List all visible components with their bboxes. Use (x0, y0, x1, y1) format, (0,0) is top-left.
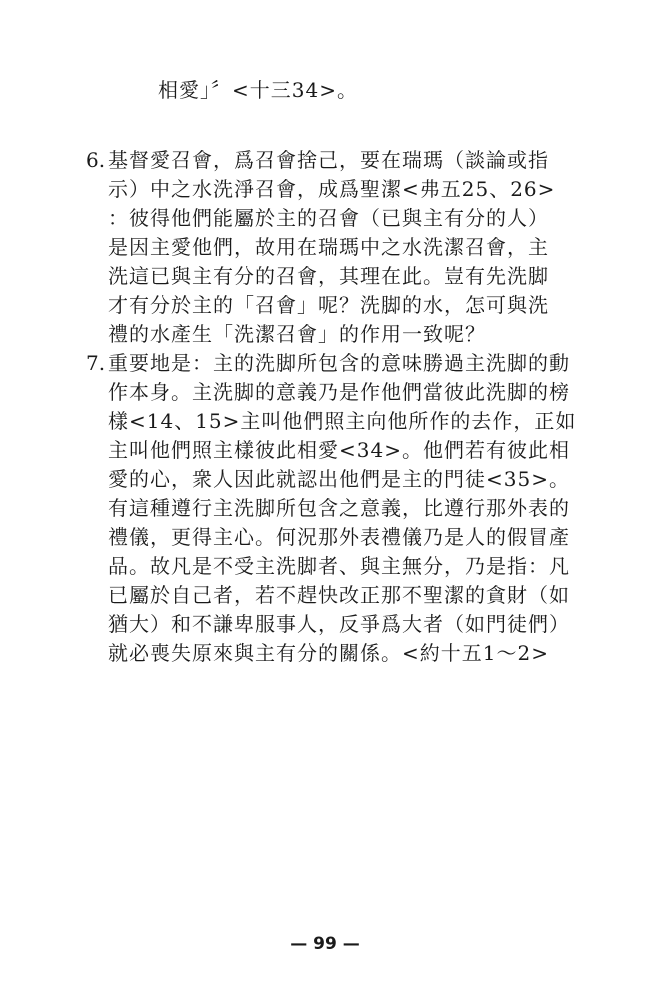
list-item-line: 已屬於自己者，若不趕快改正那不聖潔的貪財（如 (108, 583, 570, 607)
list-item-line: 禮儀，更得主心。何況那外表禮儀乃是人的假冒產 (108, 525, 570, 549)
list-item-line: 有這種遵行主洗脚所包含之意義，比遵行那外表的 (108, 496, 570, 520)
list-item-line: 樣<14、15>主叫他們照主向他所作的去作，正如 (108, 409, 577, 433)
list-item-line: 猶大）和不謙卑服事人，反爭爲大者（如門徒們） (108, 612, 570, 636)
list-item-line: 就必喪失原來與主有分的關係。<約十五1～2> (108, 641, 549, 665)
list-item-line: 示）中之水洗淨召會，成爲聖潔<弗五25、26> (108, 177, 556, 201)
list-item-line: 是因主愛他們，故用在瑞瑪中之水洗潔召會，主 (108, 235, 549, 259)
list-item-line: 洗這已與主有分的召會，其理在此。豈有先洗脚 (108, 264, 549, 288)
list-item-line: 作本身。主洗脚的意義乃是作他們當彼此洗脚的榜 (108, 380, 570, 404)
list-item-line: 禮的水產生「洗潔召會」的作用一致呢？ (108, 322, 486, 346)
list-item-line: 主叫他們照主樣彼此相愛<34>。他們若有彼此相 (108, 438, 570, 462)
list-item-line: 基督愛召會，爲召會捨己，要在瑞瑪（談論或指 (108, 148, 549, 172)
list-item-line: 重要地是：主的洗脚所包含的意味勝過主洗脚的動 (108, 351, 570, 375)
list-item-line: 才有分於主的「召會」呢？洗脚的水，怎可與洗 (108, 293, 549, 317)
list-item-line: 愛的心，衆人因此就認出他們是主的門徒<35>。 (108, 467, 570, 491)
list-item-line: ：彼得他們能屬於主的召會（已與主有分的人） (108, 206, 549, 230)
list-item-line: 品。故凡是不受主洗脚者、與主無分，乃是指：凡 (108, 554, 570, 578)
list-item-number: 6. (86, 148, 106, 172)
page-number: — 99 — (290, 934, 360, 954)
continuation-line: 相愛」〞<十三34>。 (158, 78, 358, 102)
list-item-number: 7. (86, 351, 106, 375)
